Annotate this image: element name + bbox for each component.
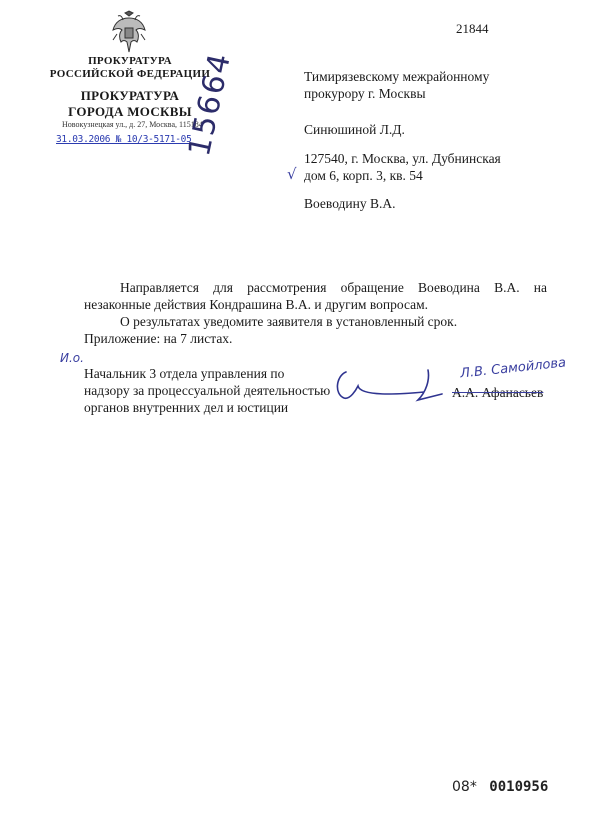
city-org-line1: ПРОКУРАТУРА	[80, 88, 180, 103]
recipient-name: Синюшиной Л.Д.	[304, 122, 405, 137]
signer-title-line3: органов внутренних дел и юстиции	[84, 400, 289, 415]
handwritten-incoming-number: 15664	[182, 48, 239, 160]
acting-margin-mark: И.о.	[60, 351, 84, 365]
recipient-address-line2: дом 6, корп. 3, кв. 54	[304, 168, 423, 183]
document-number: 21844	[456, 21, 489, 36]
body-paragraph-2: О результатах уведомите заявителя в установленный срок.	[120, 314, 458, 329]
body-text	[84, 279, 547, 347]
recipient-line1: Тимирязевскому межрайонному	[304, 69, 490, 84]
form-series: 08*	[452, 779, 477, 795]
addressee-name: Воеводину В.А.	[304, 196, 396, 211]
org-name-line2: РОССИЙСКОЙ ФЕДЕРАЦИИ	[49, 68, 211, 80]
signer-title-line2: надзору за процессуальной деятельностью	[84, 383, 331, 398]
double-headed-eagle-emblem-icon	[111, 10, 147, 54]
signer-title-line1: Начальник 3 отдела управления по	[84, 366, 285, 381]
signer-name: А.А. Афанасьев	[452, 385, 544, 400]
recipient-line2: прокурору г. Москвы	[304, 86, 426, 101]
city-org-line2: ГОРОДА МОСКВЫ	[68, 104, 192, 119]
registration-number: 31.03.2006 № 10/3-5171-05	[56, 134, 192, 145]
org-name-line1: ПРОКУРАТУРА	[88, 55, 172, 67]
signature-scribble-icon	[332, 364, 452, 404]
recipient-address-line1: 127540, г. Москва, ул. Дубнинская	[304, 151, 501, 166]
body-paragraph-1: Направляется для рассмотрения обращение Воеводина В.А. на незаконные действия Кондрашина В.А. и другим вопросам.	[84, 280, 547, 312]
checkmark-icon: √	[287, 165, 297, 183]
attachment-line: Приложение: на 7 листах.	[84, 331, 233, 346]
handwritten-signer-name: Л.В. Самойлова	[459, 355, 567, 382]
org-address: Новокузнецкая ул., д. 27, Москва, 115184	[62, 120, 203, 129]
form-number: 0010956	[489, 779, 549, 795]
